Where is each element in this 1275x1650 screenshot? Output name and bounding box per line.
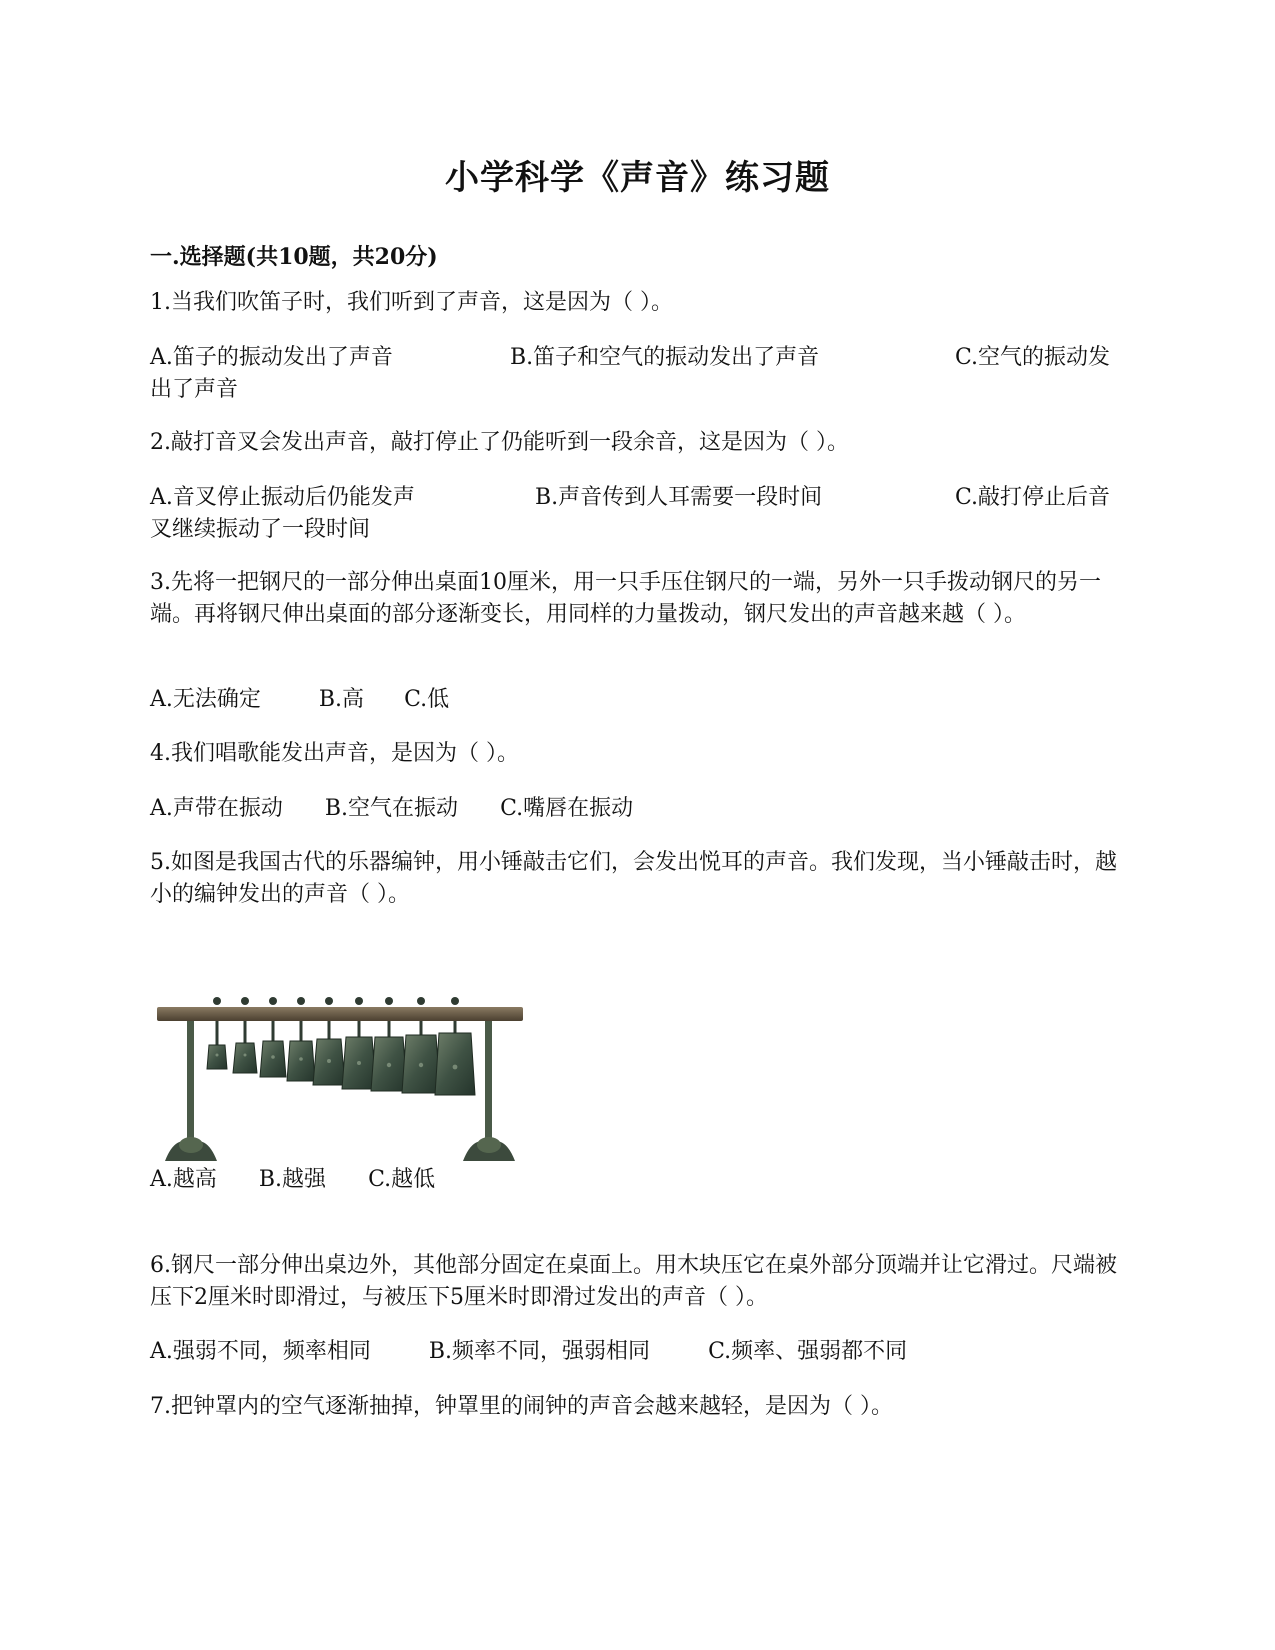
option-c: C.敲打停止后音叉继续振动了一段时间 — [150, 485, 1111, 542]
option-b: B.声音传到人耳需要一段时间 — [535, 485, 823, 510]
question-2-stem: 2.敲打音叉会发出声音，敲打停止了仍能听到一段余音，这是因为（ ）。 — [150, 430, 849, 455]
option-c: C.低 — [404, 687, 450, 712]
question-4-stem: 4.我们唱歌能发出声音，是因为（ ）。 — [150, 741, 519, 766]
option-b: B.高 — [318, 687, 365, 712]
option-b: B.频率不同，强弱相同 — [428, 1339, 651, 1364]
question-4-options — [150, 793, 1125, 825]
question-2-options — [150, 482, 1125, 546]
question-3-options — [150, 684, 1125, 716]
question-1-options — [150, 342, 1125, 406]
bianzhong-chime-bells-illustration — [155, 985, 525, 1170]
option-b: B.越强 — [258, 1167, 327, 1192]
option-c: C.嘴唇在振动 — [500, 796, 634, 821]
question-3-stem: 3.先将一把钢尺的一部分伸出桌面10厘米，用一只手压住钢尺的一端，另外一只手拨动钢尺的另一端。再将钢尺伸出桌面的部分逐渐变长，用同样的力量拨动，钢尺发出的声音越来越（ ）。 — [150, 570, 1101, 627]
option-a: A.音叉停止振动后仍能发声 — [150, 485, 415, 510]
question-6-options — [150, 1336, 1125, 1368]
question-5-stem: 5.如图是我国古代的乐器编钟，用小锤敲击它们，会发出悦耳的声音。我们发现，当小锤敲击时，越小的编钟发出的声音（ ）。 — [150, 850, 1117, 907]
option-b: B.笛子和空气的振动发出了声音 — [510, 345, 820, 370]
option-a: A.笛子的振动发出了声音 — [150, 345, 393, 370]
option-c: C.频率、强弱都不同 — [708, 1339, 908, 1364]
option-c: C.越低 — [368, 1167, 436, 1192]
section-heading: 一.选择题(共10题，共20分) — [150, 244, 438, 270]
option-c: C.空气的振动发出了声音 — [150, 345, 1111, 402]
option-a: A.无法确定 — [150, 687, 261, 712]
question-1-stem: 1.当我们吹笛子时，我们听到了声音，这是因为（ ）。 — [150, 290, 673, 315]
question-7-stem: 7.把钟罩内的空气逐渐抽掉，钟罩里的闹钟的声音会越来越轻，是因为（ ）。 — [150, 1394, 893, 1419]
question-6-stem: 6.钢尺一部分伸出桌边外，其他部分固定在桌面上。用木块压它在桌外部分顶端并让它滑过。尺端被压下2厘米时即滑过，与被压下5厘米时即滑过发出的声音（ ）。 — [150, 1253, 1117, 1310]
question-5-options — [150, 1164, 1125, 1196]
option-b: B.空气在振动 — [324, 796, 459, 821]
page-title: 小学科学《声音》练习题 — [445, 158, 830, 198]
option-a: A.越高 — [150, 1167, 217, 1192]
option-a: A.声带在振动 — [150, 796, 283, 821]
option-a: A.强弱不同，频率相同 — [150, 1339, 371, 1364]
